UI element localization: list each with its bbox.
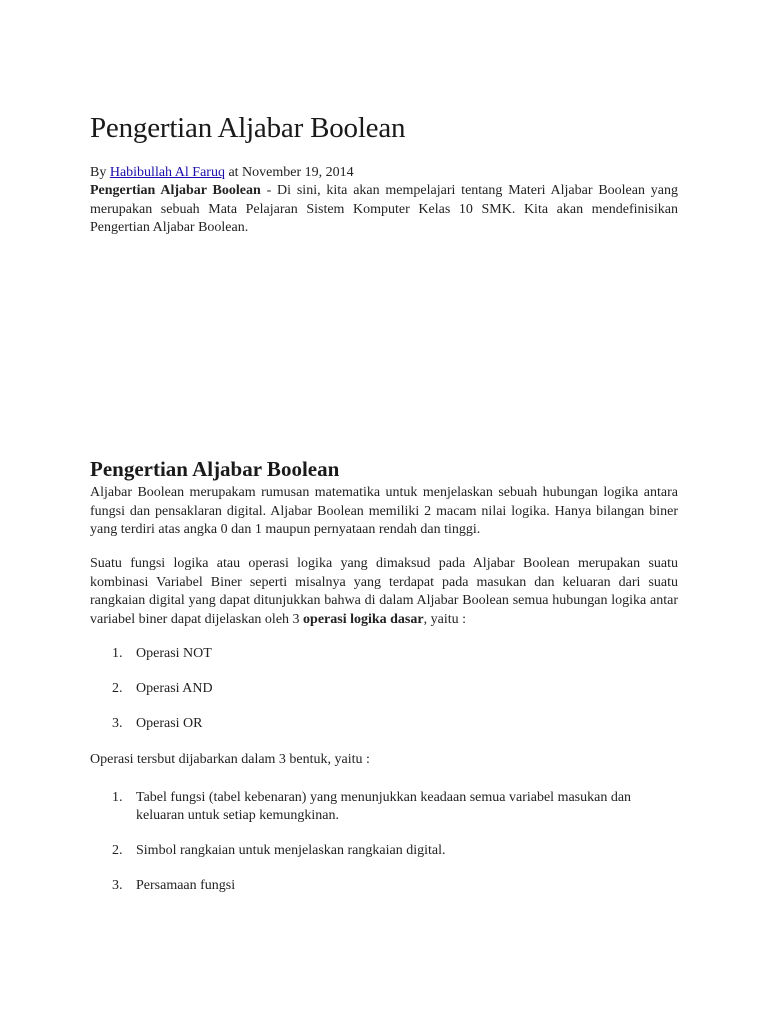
list-item — [90, 842, 678, 860]
intro-bold: Pengertian Aljabar Boolean — [90, 183, 261, 198]
list-text: Operasi AND — [136, 681, 213, 696]
list-text: Simbol rangkaian untuk menjelaskan rangkaian digital. — [136, 843, 446, 858]
intro-paragraph — [90, 182, 678, 238]
paragraph2-bold: operasi logika dasar — [303, 611, 424, 627]
paragraph-forms: Operasi tersbut dijabarkan dalam 3 bentuk, yaitu : — [90, 752, 370, 767]
list-number: 3. — [112, 716, 123, 731]
paragraph-definition: Aljabar Boolean merupakam rumusan matematika untuk menjelaskan sebuah hubungan logika antara fungsi dan pensaklaran digital. Aljabar Boolean memiliki 2 macam nilai logika. Hanya bilangan biner yang terdiri atas angka 0 dan 1 maupun pernyataan rendah dan tinggi. — [90, 485, 678, 537]
list-text: Operasi OR — [136, 716, 203, 731]
intro-text: - Di sini, kita akan mempelajari tentang Materi Aljabar Boolean yang merupakan sebuah Mata Pelajaran Sistem Komputer Kelas 10 SMK. Kita akan mendefinisikan Pengertian Aljabar Boolean. — [90, 183, 678, 235]
paragraph2-tail: , yaitu : — [423, 611, 466, 627]
list-number: 1. — [112, 646, 123, 661]
list-item — [90, 645, 678, 663]
list-item — [90, 789, 678, 825]
list-number: 3. — [112, 878, 123, 893]
paragraph-logic-functions — [90, 555, 678, 629]
section-heading: Pengertian Aljabar Boolean — [90, 457, 340, 481]
author-link[interactable]: Habibullah Al Faruq — [109, 165, 225, 180]
list-text: Operasi NOT — [136, 646, 212, 661]
list-text: Persamaan fungsi — [136, 878, 236, 893]
paragraph2-text: Suatu fungsi logika atau operasi logika yang dimaksud pada Aljabar Boolean merupakan suatu kombinasi Variabel Biner seperti misalnya yang terdapat pada masukan dan keluaran dari suatu rangkaian digital yang dapat ditunjukkan bahwa di dalam Aljabar Boolean semua hubungan logika antar variabel biner dapat dijelaskan oleh 3 — [90, 556, 678, 627]
forms-list — [90, 789, 678, 912]
page-title: Pengertian Aljabar Boolean — [90, 112, 406, 144]
list-text: Tabel fungsi (tabel kebenaran) yang menunjukkan keadaan semua variabel masukan dan keluaran untuk setiap kemungkinan. — [136, 790, 632, 823]
list-number: 1. — [112, 790, 123, 805]
byline-prefix: By — [90, 165, 107, 180]
list-number: 2. — [112, 681, 123, 696]
list-number: 2. — [112, 843, 123, 858]
list-item — [90, 715, 678, 733]
list-item — [90, 877, 678, 895]
list-item — [90, 680, 678, 698]
byline-date: at November 19, 2014 — [228, 165, 354, 180]
byline — [90, 164, 354, 182]
operations-list — [90, 645, 678, 750]
